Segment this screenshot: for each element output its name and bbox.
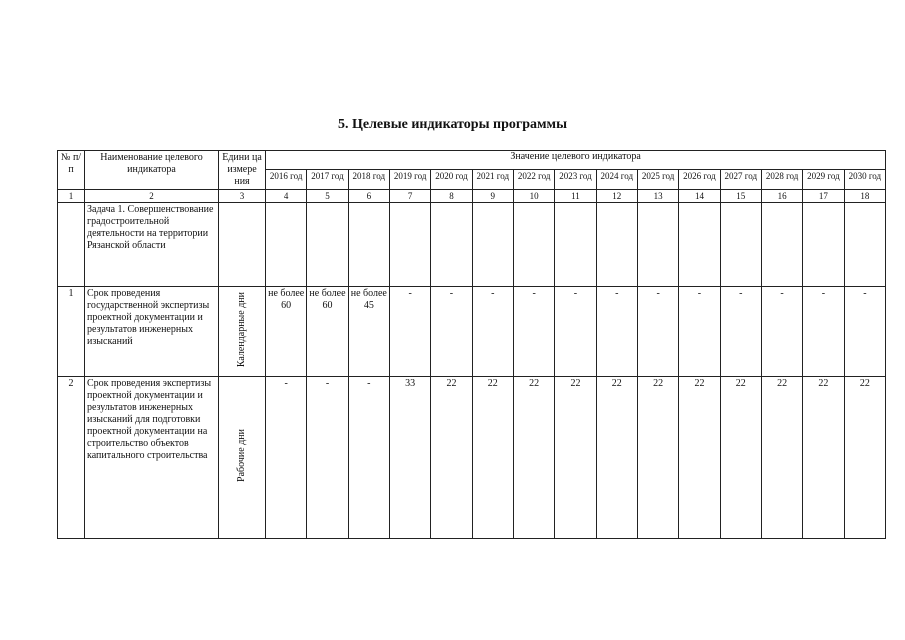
- value-cell: 22: [472, 377, 513, 539]
- year-header: 2022 год: [513, 169, 554, 189]
- value-cell: -: [555, 287, 596, 377]
- unit-label: Календарные дни: [236, 291, 247, 368]
- value-cell: 22: [431, 377, 472, 539]
- value-cell: 33: [389, 377, 430, 539]
- column-number: 15: [720, 190, 761, 203]
- value-cell: -: [720, 287, 761, 377]
- column-number: 12: [596, 190, 637, 203]
- year-header: 2021 год: [472, 169, 513, 189]
- column-number: 14: [679, 190, 720, 203]
- column-number: 9: [472, 190, 513, 203]
- value-cell: 22: [761, 377, 802, 539]
- column-number-row: [58, 190, 886, 203]
- column-number: 3: [219, 190, 266, 203]
- value-cell: -: [761, 287, 802, 377]
- unit-label: Рабочие дни: [236, 429, 247, 482]
- indicator-name: Срок проведения экспертизы проектной документации и результатов инженерных изысканий для подготовки проектной документации на строительство объектов капитального строительства: [85, 377, 219, 539]
- value-cell: не более 60: [307, 287, 348, 377]
- year-header: 2023 год: [555, 169, 596, 189]
- value-cell: -: [431, 287, 472, 377]
- value-cell: -: [637, 287, 678, 377]
- value-cell: 22: [720, 377, 761, 539]
- row-number: 1: [58, 287, 85, 377]
- header-unit: Едини ца измере ния: [219, 151, 266, 190]
- value-cell: -: [844, 287, 886, 377]
- value-cell: -: [513, 287, 554, 377]
- year-header: 2020 год: [431, 169, 472, 189]
- year-header: 2026 год: [679, 169, 720, 189]
- year-header: 2030 год: [844, 169, 886, 189]
- task-label: Задача 1. Совершенствование градостроительной деятельности на территории Рязанской области: [85, 203, 219, 287]
- value-cell: не более 45: [348, 287, 389, 377]
- page-title: 5. Целевые индикаторы программы: [337, 117, 568, 132]
- header-value-group: Значение целевого индикатора: [266, 151, 886, 170]
- value-cell: -: [389, 287, 430, 377]
- value-cell: -: [596, 287, 637, 377]
- year-header: 2028 год: [761, 169, 802, 189]
- value-cell: -: [679, 287, 720, 377]
- header-row-1: [58, 151, 886, 170]
- unit-cell: [219, 377, 266, 539]
- year-header: 2025 год: [637, 169, 678, 189]
- year-header: 2019 год: [389, 169, 430, 189]
- header-name: Наименование целевого индикатора: [85, 151, 219, 190]
- value-cell: -: [472, 287, 513, 377]
- value-cell: -: [348, 377, 389, 539]
- column-number: 18: [844, 190, 886, 203]
- column-number: 5: [307, 190, 348, 203]
- column-number: 6: [348, 190, 389, 203]
- column-number: 11: [555, 190, 596, 203]
- task-row: [58, 203, 886, 287]
- value-cell: -: [803, 287, 844, 377]
- value-cell: -: [307, 377, 348, 539]
- value-cell: 22: [679, 377, 720, 539]
- column-number: 4: [266, 190, 307, 203]
- unit-cell: [219, 287, 266, 377]
- year-header: 2029 год: [803, 169, 844, 189]
- column-number: 10: [513, 190, 554, 203]
- value-cell: 22: [596, 377, 637, 539]
- indicator-name: Срок проведения государственной экспертизы проектной документации и результатов инженерных изысканий: [85, 287, 219, 377]
- header-num: № п/п: [58, 151, 85, 190]
- column-number: 1: [58, 190, 85, 203]
- year-header: 2016 год: [266, 169, 307, 189]
- value-cell: 22: [844, 377, 886, 539]
- year-header: 2027 год: [720, 169, 761, 189]
- value-cell: -: [266, 377, 307, 539]
- column-number: 17: [803, 190, 844, 203]
- column-number: 7: [389, 190, 430, 203]
- value-cell: не более 60: [266, 287, 307, 377]
- column-number: 16: [761, 190, 802, 203]
- column-number: 8: [431, 190, 472, 203]
- value-cell: 22: [513, 377, 554, 539]
- column-number: 13: [637, 190, 678, 203]
- year-header: 2018 год: [348, 169, 389, 189]
- value-cell: 22: [803, 377, 844, 539]
- indicators-table: [57, 150, 886, 539]
- value-cell: 22: [637, 377, 678, 539]
- year-header: 2024 год: [596, 169, 637, 189]
- indicator-row-1: [58, 287, 886, 377]
- year-header: 2017 год: [307, 169, 348, 189]
- column-number: 2: [85, 190, 219, 203]
- row-number: 2: [58, 377, 85, 539]
- indicator-row-2: [58, 377, 886, 539]
- value-cell: 22: [555, 377, 596, 539]
